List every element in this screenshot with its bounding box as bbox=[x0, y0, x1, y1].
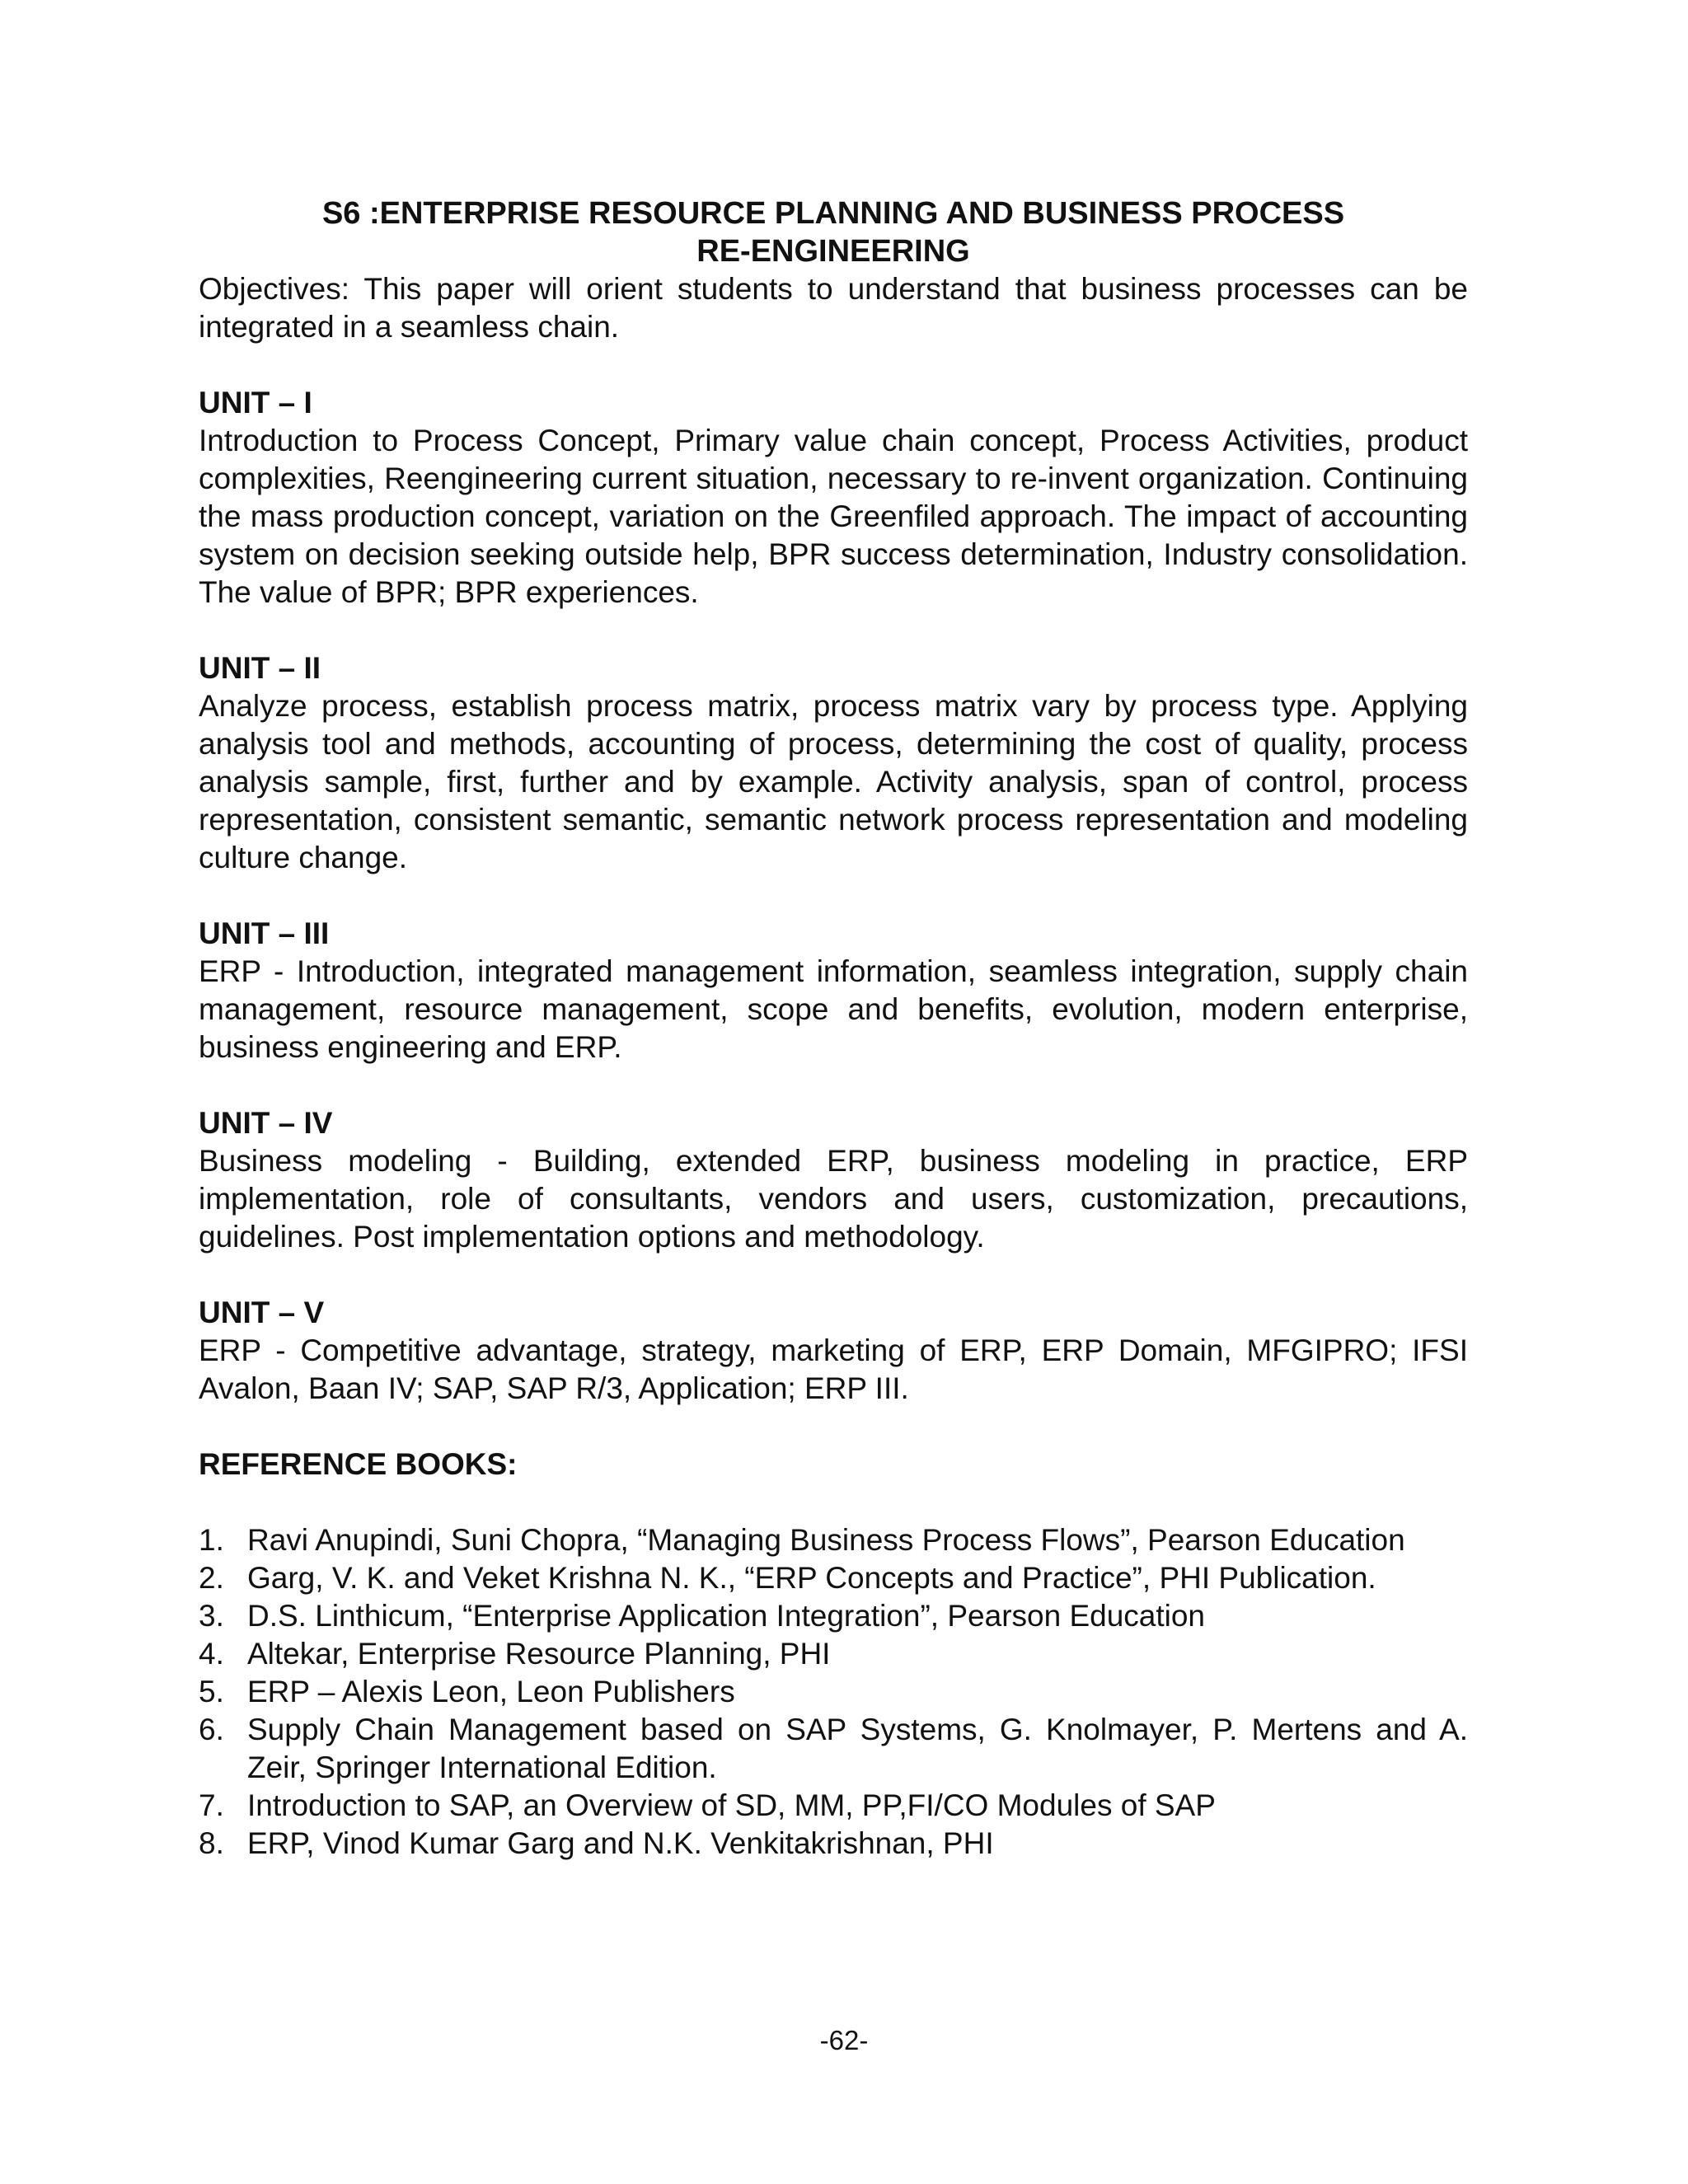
unit-3-heading: UNIT – III bbox=[199, 916, 330, 950]
reference-item bbox=[199, 1521, 1468, 1559]
reference-text: Garg, V. K. and Veket Krishna N. K., “ERP Concepts and Practice”, PHI Publication. bbox=[247, 1561, 1376, 1595]
reference-text: Supply Chain Management based on SAP Systems, G. Knolmayer, P. Mertens and A. Zeir, Springer International Edition. bbox=[247, 1713, 1468, 1784]
reference-item bbox=[199, 1635, 1468, 1673]
title-line-1: S6 :ENTERPRISE RESOURCE PLANNING AND BUSINESS PROCESS bbox=[321, 196, 1345, 231]
reference-text: Ravi Anupindi, Suni Chopra, “Managing Business Process Flows”, Pearson Education bbox=[247, 1523, 1405, 1557]
reference-number: 2. bbox=[199, 1561, 224, 1595]
unit-3-text: ERP - Introduction, integrated management information, seamless integration, supply chain management, resource management, scope and benefits, evolution, modern enterprise, business engineering and ERP. bbox=[199, 954, 1468, 1064]
reference-item bbox=[199, 1711, 1468, 1787]
unit-2-section bbox=[199, 649, 1468, 877]
syllabus-page bbox=[199, 194, 1468, 1863]
reference-text: D.S. Linthicum, “Enterprise Application Integration”, Pearson Education bbox=[247, 1599, 1206, 1633]
reference-books-heading: REFERENCE BOOKS: bbox=[199, 1447, 518, 1481]
unit-5-text: ERP - Competitive advantage, strategy, marketing of ERP, ERP Domain, MFGIPRO; IFSI Avalon, Baan IV; SAP, SAP R/3, Application; ERP III. bbox=[199, 1333, 1468, 1405]
reference-item bbox=[199, 1787, 1468, 1825]
reference-list bbox=[199, 1521, 1468, 1863]
reference-text: Altekar, Enterprise Resource Planning, PHI bbox=[247, 1637, 831, 1671]
page-number: -62- bbox=[819, 2025, 869, 2055]
title-line-2: RE-ENGINEERING bbox=[696, 234, 970, 269]
reference-item bbox=[199, 1673, 1468, 1711]
reference-item bbox=[199, 1597, 1468, 1635]
reference-item bbox=[199, 1825, 1468, 1863]
reference-number: 7. bbox=[199, 1788, 224, 1822]
unit-1-section bbox=[199, 384, 1468, 612]
objectives-text: Objectives: This paper will orient students to understand that business processes can be integrated in a seamless chain. bbox=[199, 272, 1468, 344]
unit-1-heading: UNIT – I bbox=[199, 386, 312, 419]
reference-text: Introduction to SAP, an Overview of SD, MM, PP,FI/CO Modules of SAP bbox=[247, 1788, 1216, 1822]
reference-number: 1. bbox=[199, 1523, 224, 1557]
reference-number: 6. bbox=[199, 1713, 224, 1746]
unit-5-heading: UNIT – V bbox=[199, 1296, 325, 1329]
unit-2-heading: UNIT – II bbox=[199, 651, 321, 685]
unit-1-text: Introduction to Process Concept, Primary value chain concept, Process Activities, product complexities, Reengineering current situation, necessary to re-invent organization. Continuing the mass production concept, variation on the Greenfiled approach. The impact of accounting system on decision seeking outside help, BPR success determination, Industry consolidation. The value of BPR; BPR experiences. bbox=[199, 424, 1468, 609]
reference-item bbox=[199, 1559, 1468, 1597]
unit-3-section bbox=[199, 915, 1468, 1066]
unit-4-section bbox=[199, 1104, 1468, 1256]
unit-4-heading: UNIT – IV bbox=[199, 1106, 333, 1140]
reference-text: ERP, Vinod Kumar Garg and N.K. Venkitakrishnan, PHI bbox=[247, 1826, 994, 1860]
reference-number: 5. bbox=[199, 1675, 224, 1708]
unit-2-text: Analyze process, establish process matrix, process matrix vary by process type. Applying analysis tool and methods, accounting of process, determining the cost of quality, process analysis sample, first, further and by example. Activity analysis, span of control, process representation, consistent semantic, semantic network process representation and modeling culture change. bbox=[199, 689, 1468, 874]
reference-number: 8. bbox=[199, 1826, 224, 1860]
reference-text: ERP – Alexis Leon, Leon Publishers bbox=[247, 1675, 735, 1708]
unit-5-section bbox=[199, 1294, 1468, 1408]
page-title bbox=[199, 194, 1468, 270]
reference-number: 4. bbox=[199, 1637, 224, 1671]
reference-number: 3. bbox=[199, 1599, 224, 1633]
unit-4-text: Business modeling - Building, extended ERP, business modeling in practice, ERP implementation, role of consultants, vendors and users, customization, precautions, guidelines. Post implementation options and methodology. bbox=[199, 1144, 1468, 1254]
